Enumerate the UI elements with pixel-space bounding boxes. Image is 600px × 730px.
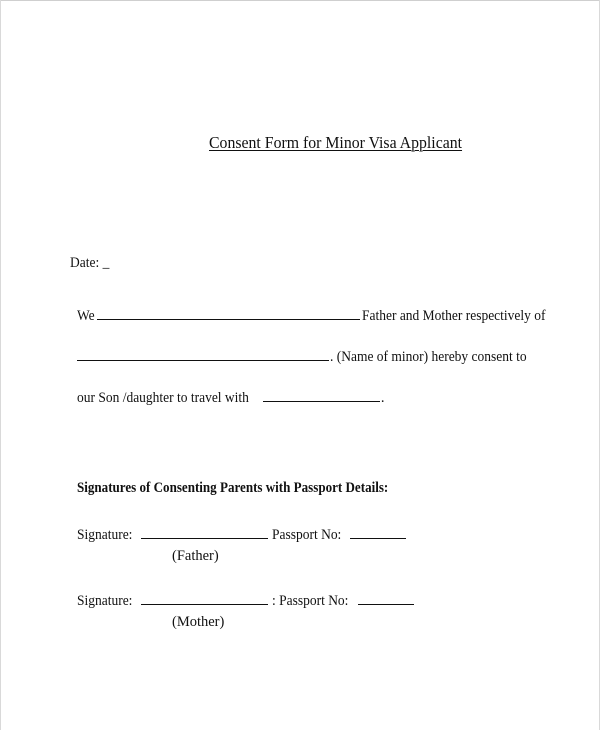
signatures-heading: Signatures of Consenting Parents with Passport Details: bbox=[77, 480, 389, 496]
father-signature-blank[interactable] bbox=[141, 525, 268, 539]
we-label: We bbox=[77, 308, 95, 324]
mother-role-label: (Mother) bbox=[172, 614, 225, 630]
father-signature-row bbox=[77, 525, 406, 544]
mother-passport-blank[interactable] bbox=[358, 591, 414, 605]
father-passport-label: Passport No: bbox=[271, 527, 341, 543]
date-field: Date: _ bbox=[70, 255, 110, 271]
minor-name-line bbox=[77, 347, 541, 366]
page-edge-top bbox=[0, 0, 600, 1]
father-passport-blank[interactable] bbox=[350, 525, 406, 539]
father-role-label: (Father) bbox=[172, 548, 219, 564]
travel-with-line bbox=[77, 388, 384, 407]
mother-signature-blank[interactable] bbox=[141, 591, 268, 605]
minor-name-blank[interactable] bbox=[77, 347, 329, 361]
consent-text: . (Name of minor) hereby consent to bbox=[329, 349, 527, 365]
parents-names-line bbox=[77, 306, 546, 325]
parents-names-blank[interactable] bbox=[97, 306, 360, 320]
father-signature-label: Signature: bbox=[77, 527, 133, 543]
form-title: Consent Form for Minor Visa Applicant bbox=[209, 133, 463, 152]
respectively-text: Father and Mother respectively of bbox=[361, 308, 546, 324]
mother-signature-label: Signature: bbox=[77, 593, 133, 609]
page-edge-left bbox=[0, 0, 1, 730]
travel-with-period: . bbox=[380, 390, 385, 406]
mother-passport-label: : Passport No: bbox=[271, 593, 349, 609]
parents-names-group bbox=[77, 306, 559, 325]
travel-with-text: our Son /daughter to travel with bbox=[77, 390, 249, 406]
travel-with-blank[interactable] bbox=[263, 388, 380, 402]
mother-signature-row bbox=[77, 591, 414, 610]
